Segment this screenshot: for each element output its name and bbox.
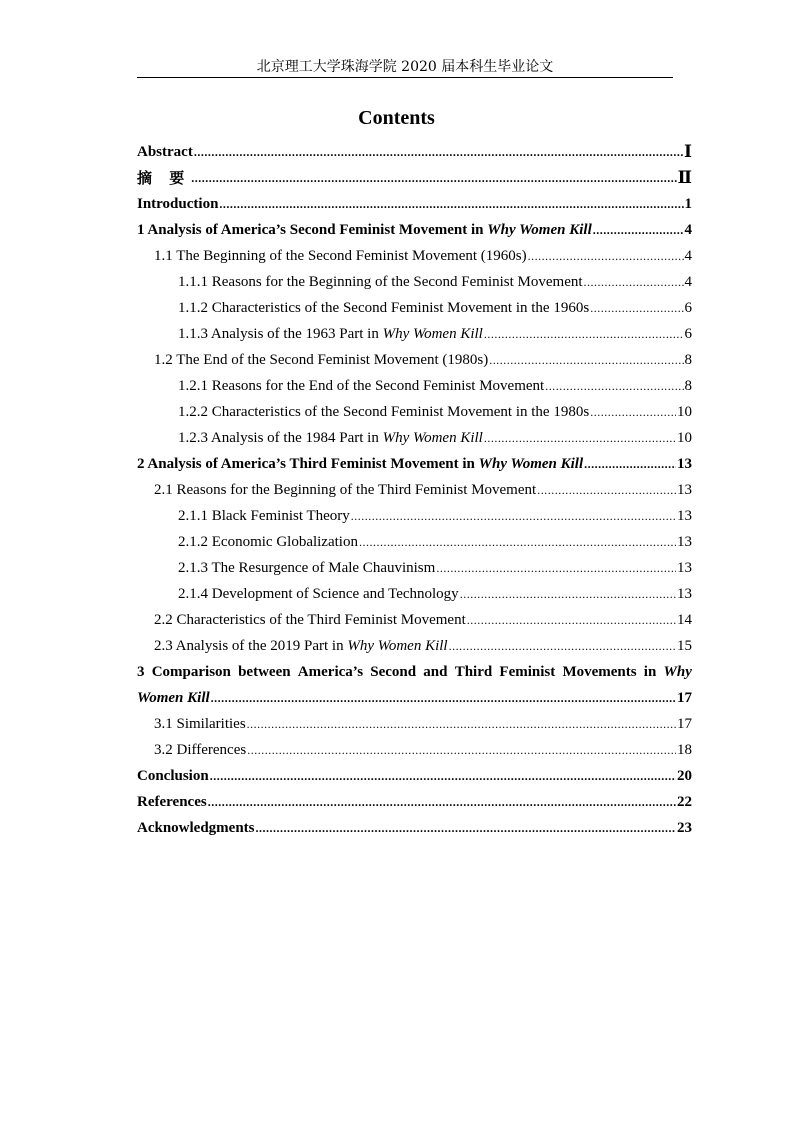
toc-page-number: 14 [677,612,692,628]
leader-dots [590,298,683,318]
leader-dots [545,376,683,396]
toc-page-number: Ⅱ [677,168,692,188]
toc-entry-label: 2.2 Characteristics of the Third Feminist Movement [154,612,466,628]
toc-page-number: 13 [677,534,692,550]
table-of-contents [137,138,692,840]
toc-entry[interactable] [137,372,692,398]
leader-dots [484,428,676,448]
toc-page-number: 18 [677,742,692,758]
leader-dots [467,610,676,630]
leader-dots [593,220,684,240]
leader-dots [208,792,676,812]
toc-page-number: 13 [677,560,692,576]
leader-dots [191,168,676,188]
leader-dots [460,584,676,604]
toc-entry-word [664,662,692,682]
toc-entry-label: Abstract [137,144,193,160]
toc-entry-word: and [423,664,448,680]
leader-dots [359,532,676,552]
toc-entry-word: between [238,664,291,680]
leader-dots [584,272,684,292]
toc-entry-label-italic: Why Women Kill [487,222,592,238]
toc-entry-label: Conclusion [137,768,209,784]
leader-dots [247,714,676,734]
toc-entry[interactable] [137,294,692,320]
leader-dots [436,558,676,578]
leader-dots [484,324,684,344]
toc-entry-label: 2.1.2 Economic Globalization [178,534,358,550]
leader-dots [489,350,683,370]
toc-entry[interactable] [137,242,692,268]
toc-entry-label-italic: Why Women Kill [382,326,483,342]
toc-entry-label: 摘 要 [137,169,191,187]
toc-entry-label [154,636,448,656]
toc-page-number: 8 [684,352,692,368]
toc-entry-label-italic: Why Women Kill [478,456,584,472]
toc-entry[interactable] [137,424,692,450]
leader-dots [219,194,683,214]
toc-page-number: 13 [677,482,692,498]
leader-dots [211,688,676,708]
toc-entry[interactable] [137,762,692,788]
toc-entry-3[interactable] [137,658,692,710]
leader-dots [528,246,684,266]
toc-entry-label: 1.1.2 Characteristics of the Second Feminist Movement in the 1960s [178,300,590,316]
toc-entry[interactable] [137,580,692,606]
header-rule [137,77,673,78]
toc-entry[interactable] [137,736,692,762]
toc-page-number: 10 [677,404,692,420]
toc-entry[interactable] [137,788,692,814]
toc-entry-label: 2.1.4 Development of Science and Technology [178,586,459,602]
toc-page-number: 13 [677,456,692,472]
toc-entry-word: Movements [562,664,637,680]
toc-entry-label: 1.1 The Beginning of the Second Feminist Movement (1960s) [154,248,527,264]
toc-entry-word: Second [370,664,417,680]
toc-entry-word-italic: Why [663,664,692,680]
leader-dots [210,766,676,786]
toc-entry-3-line-2 [137,684,692,710]
toc-entry-label: 3.2 Differences [154,742,247,758]
toc-entry-word: 3 [137,664,145,680]
toc-entry-3-line-1 [137,658,692,684]
leader-dots [537,480,676,500]
toc-entry-word: Third [454,664,493,680]
toc-entry-label-text: 1.2.3 Analysis of the 1984 Part in [178,430,383,446]
toc-entry-label: Women Kill [137,690,210,706]
toc-page-number: Ⅰ [684,142,692,162]
toc-entry-label: 1.2.2 Characteristics of the Second Feminist Movement in the 1980s [178,404,590,420]
toc-entry[interactable] [137,814,692,840]
toc-page-number: 4 [684,248,692,264]
toc-page-number: 17 [677,716,692,732]
toc-page-number: 13 [677,508,692,524]
toc-page-number: 17 [677,690,692,706]
toc-entry-label: References [137,794,207,810]
toc-entry[interactable] [137,320,692,346]
toc-page-number: 4 [684,222,692,238]
leader-dots [449,636,676,656]
toc-entry[interactable] [137,398,692,424]
toc-entry[interactable] [137,190,692,216]
toc-entry-label: 3.1 Similarities [154,716,246,732]
toc-entry-word: America’s [297,664,364,680]
toc-entry-label [137,454,583,474]
toc-entry[interactable] [137,346,692,372]
toc-entry[interactable] [137,450,692,476]
toc-entry-label-text: 2 Analysis of America’s Third Feminist Movement in [137,456,479,472]
leader-dots [247,740,676,760]
toc-entry-label: Acknowledgments [137,820,255,836]
toc-entry[interactable] [137,502,692,528]
toc-entry[interactable] [137,268,692,294]
toc-page-number: 23 [677,820,692,836]
toc-entry-label-text: 1 Analysis of America’s Second Feminist Movement in [137,222,488,238]
toc-entry-label-italic: Why Women Kill [382,430,483,446]
toc-entry-label: 1.1.1 Reasons for the Beginning of the Second Feminist Movement [178,274,583,290]
toc-page-number: 1 [684,196,692,212]
toc-page-number: 6 [684,326,692,342]
leader-dots [351,506,676,526]
toc-entry-label-text: 1.1.3 Analysis of the 1963 Part in [178,326,383,342]
toc-entry[interactable] [137,216,692,242]
toc-entry[interactable] [137,138,692,164]
toc-entry-label: Introduction [137,196,219,212]
toc-entry[interactable] [137,606,692,632]
toc-entry-label [178,324,483,344]
toc-entry-label [137,220,592,240]
toc-page-number: 10 [677,430,692,446]
toc-entry-label-italic: Why Women Kill [347,638,448,654]
toc-entry-label: 1.2.1 Reasons for the End of the Second Feminist Movement [178,378,545,394]
toc-entry[interactable] [137,528,692,554]
leader-dots [256,818,676,838]
toc-entry[interactable] [137,164,692,190]
toc-page-number: 8 [684,378,692,394]
toc-entry-word: in [643,664,657,680]
toc-page-number: 22 [677,794,692,810]
toc-page-number: 20 [677,768,692,784]
toc-entry-label: 2.1.3 The Resurgence of Male Chauvinism [178,560,436,576]
toc-page-number: 15 [677,638,692,654]
toc-entry-label: 2.1.1 Black Feminist Theory [178,508,350,524]
toc-entry[interactable] [137,476,692,502]
toc-entry-label: 1.2 The End of the Second Feminist Movement (1980s) [154,352,489,368]
toc-entry-word: Comparison [151,664,231,680]
toc-entry-word: Feminist [499,664,556,680]
leader-dots [194,142,683,162]
toc-page-number: 6 [684,300,692,316]
leader-dots [590,402,676,422]
leader-dots [584,454,676,474]
toc-page-number: 4 [684,274,692,290]
toc-entry[interactable] [137,632,692,658]
toc-entry[interactable] [137,554,692,580]
toc-page-number: 13 [677,586,692,602]
toc-entry-label [178,428,483,448]
page-title: Contents [358,107,435,129]
toc-entry-label: 2.1 Reasons for the Beginning of the Third Feminist Movement [154,482,537,498]
toc-entry[interactable] [137,710,692,736]
toc-entry-label-text: 2.3 Analysis of the 2019 Part in [154,638,348,654]
page-header: 北京理工大学珠海学院 2020 届本科生毕业论文 [256,59,554,75]
